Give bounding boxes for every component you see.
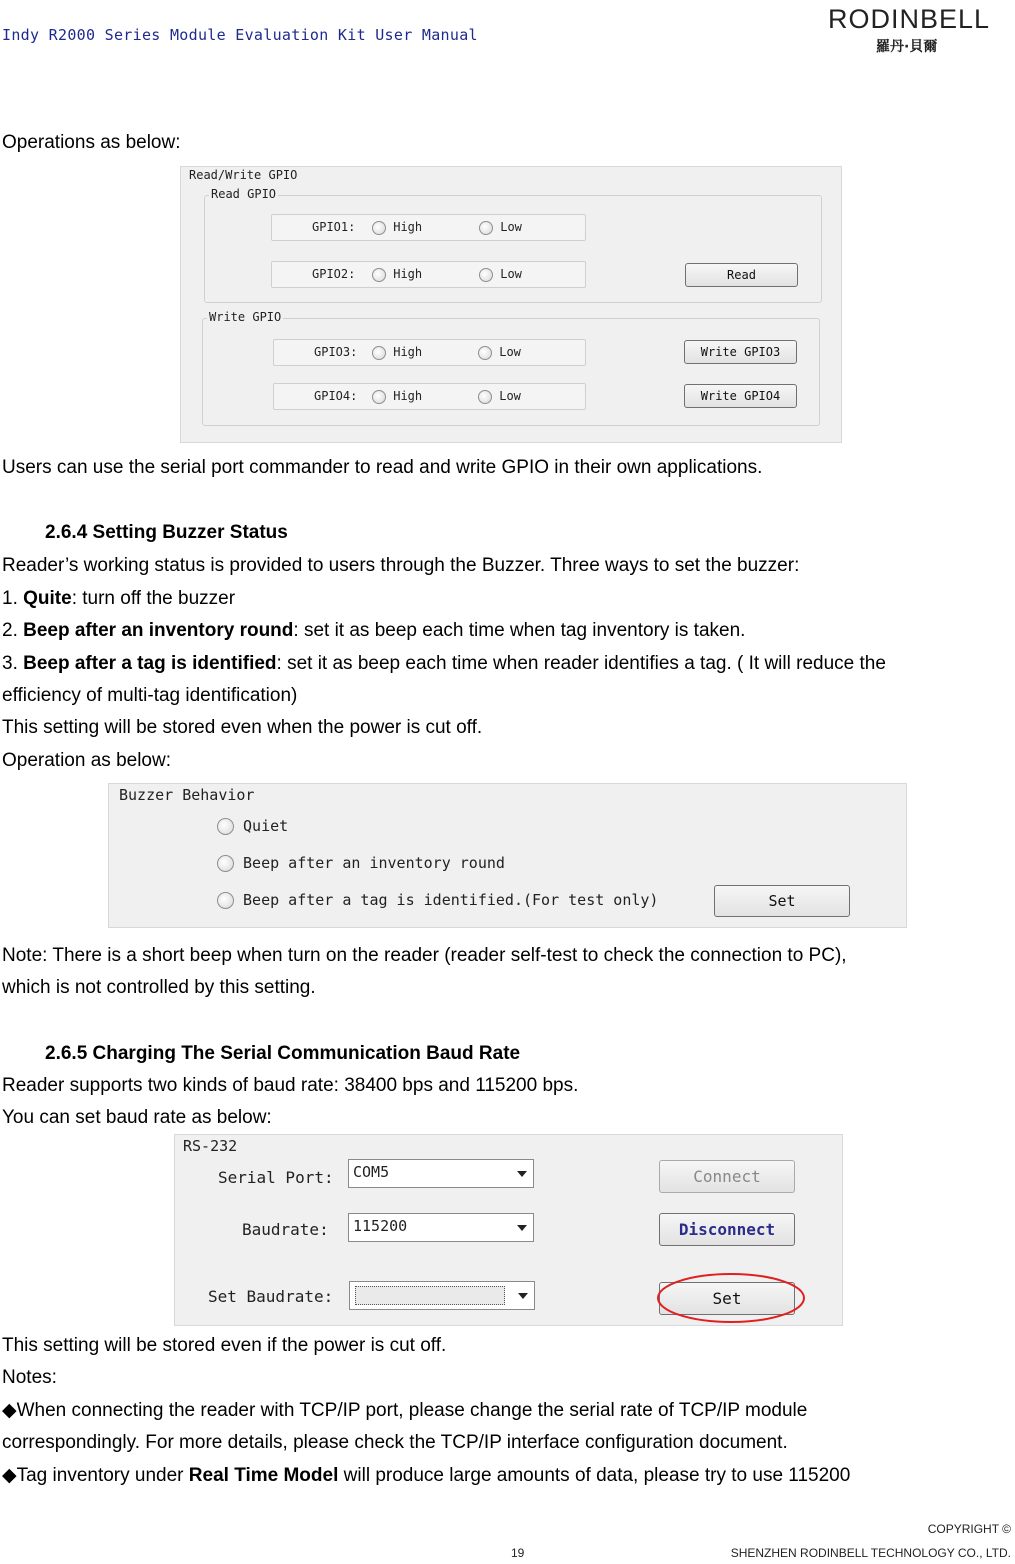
- baudrate-label: Baudrate:: [242, 1220, 329, 1239]
- baud-op-intro: You can set baud rate as below:: [2, 1107, 272, 1128]
- gpio3-row: [273, 339, 586, 366]
- gpio4-low-option[interactable]: [478, 389, 521, 404]
- footer-company: SHENZHEN RODINBELL TECHNOLOGY CO., LTD.: [730, 1546, 1011, 1560]
- note-tag-pre: ◆Tag inventory under: [2, 1465, 189, 1486]
- gpio-panel-title: Read/Write GPIO: [189, 168, 298, 182]
- footer-page-number: 19: [511, 1546, 525, 1560]
- connect-button[interactable]: Connect: [659, 1160, 795, 1193]
- radio-icon[interactable]: [217, 892, 234, 909]
- serial-port-select[interactable]: [348, 1159, 534, 1188]
- notes-label: Notes:: [2, 1367, 57, 1388]
- note-tcp-line-2: correspondingly. For more details, please check the TCP/IP interface configuration document.: [2, 1432, 788, 1453]
- set-baudrate-value: [355, 1286, 505, 1305]
- tag-label: Beep after a tag is identified.(For test only): [243, 891, 659, 909]
- gpio3-low-option[interactable]: [478, 345, 521, 360]
- note-line-1: Note: There is a short beep when turn on the reader (reader self-test to check the connection to PC),: [2, 945, 847, 966]
- note-tag-line: [2, 1465, 850, 1487]
- radio-icon[interactable]: [479, 221, 493, 235]
- serial-port-value: COM5: [353, 1163, 390, 1181]
- chevron-down-icon[interactable]: [518, 1293, 528, 1299]
- item-term: Beep after a tag is identified: [23, 653, 277, 674]
- buzzer-panel-title: Buzzer Behavior: [119, 786, 255, 804]
- gpio1-low-option[interactable]: [479, 220, 522, 235]
- gpio1-high-option[interactable]: [372, 220, 422, 235]
- rs232-panel-title: RS-232: [183, 1137, 238, 1155]
- radio-icon[interactable]: [372, 221, 386, 235]
- gpio-description: Users can use the serial port commander to read and write GPIO in their own applications.: [2, 457, 763, 478]
- buzzer-item-1: [2, 588, 235, 610]
- gpio2-row: [271, 261, 586, 288]
- gpio2-high-label: High: [393, 267, 423, 281]
- baud-stored-note: This setting will be stored even if the power is cut off.: [2, 1335, 447, 1356]
- gpio4-label: GPIO4:: [314, 389, 358, 403]
- company-logo: [828, 4, 1008, 56]
- highlight-ellipse: [658, 1274, 804, 1322]
- item-text: : turn off the buzzer: [71, 588, 236, 609]
- buzzer-tag-option[interactable]: [217, 891, 658, 909]
- item-number: 3.: [2, 653, 24, 674]
- item-number: 2.: [2, 620, 24, 641]
- gpio4-high-option[interactable]: [372, 389, 422, 404]
- gpio2-label: GPIO2:: [312, 267, 356, 281]
- gpio1-low-label: Low: [500, 220, 522, 234]
- gpio2-low-label: Low: [500, 267, 522, 281]
- radio-icon[interactable]: [478, 390, 492, 404]
- radio-icon[interactable]: [217, 818, 234, 835]
- write-gpio-group: [202, 310, 820, 426]
- ops-intro: Operations as below:: [2, 132, 181, 153]
- gpio3-low-label: Low: [499, 345, 521, 359]
- item-text: : set it as beep each time when tag inventory is taken.: [293, 620, 746, 641]
- write-gpio4-button[interactable]: Write GPIO4: [684, 384, 797, 408]
- gpio4-low-label: Low: [499, 389, 521, 403]
- radio-icon[interactable]: [372, 346, 386, 360]
- rs232-set-button[interactable]: Set: [659, 1282, 795, 1315]
- buzzer-quiet-option[interactable]: [217, 817, 288, 835]
- baudrate-select[interactable]: [348, 1213, 534, 1242]
- write-gpio3-button[interactable]: Write GPIO3: [684, 340, 797, 364]
- radio-icon[interactable]: [479, 268, 493, 282]
- note-tcp-line-1: ◆When connecting the reader with TCP/IP port, please change the serial rate of TCP/IP module: [2, 1400, 808, 1421]
- logo-chinese: 羅丹·貝爾: [876, 39, 938, 55]
- highlight-circle: [653, 1271, 809, 1325]
- baud-intro: Reader supports two kinds of baud rate: 38400 bps and 115200 bps.: [2, 1075, 579, 1096]
- gpio4-row: [273, 383, 586, 410]
- buzzer-op-intro: Operation as below:: [2, 750, 171, 771]
- buzzer-item-3-continued: efficiency of multi-tag identification): [2, 685, 298, 706]
- gpio3-high-label: High: [393, 345, 423, 359]
- gpio4-high-label: High: [393, 389, 423, 403]
- buzzer-section-heading: 2.6.4 Setting Buzzer Status: [45, 522, 288, 543]
- gpio3-label: GPIO3:: [314, 345, 358, 359]
- item-text: : set it as beep each time when reader identifies a tag. ( It will reduce the: [276, 653, 886, 674]
- rs232-screenshot: [174, 1134, 843, 1326]
- read-gpio-group: [204, 187, 822, 303]
- item-number: 1.: [2, 588, 24, 609]
- serial-port-label: Serial Port:: [218, 1168, 334, 1187]
- radio-icon[interactable]: [217, 855, 234, 872]
- buzzer-item-3: [2, 653, 886, 675]
- set-baudrate-select[interactable]: [349, 1281, 535, 1310]
- chevron-down-icon[interactable]: [517, 1225, 527, 1231]
- read-button[interactable]: Read: [685, 263, 798, 287]
- gpio2-high-option[interactable]: [372, 267, 422, 282]
- set-baudrate-label: Set Baudrate:: [208, 1287, 334, 1306]
- item-term: Beep after an inventory round: [23, 620, 294, 641]
- gpio1-label: GPIO1:: [312, 220, 356, 234]
- buzzer-round-option[interactable]: [217, 854, 505, 872]
- radio-icon[interactable]: [372, 268, 386, 282]
- gpio3-high-option[interactable]: [372, 345, 422, 360]
- note-tag-post: will produce large amounts of data, please try to use 115200: [338, 1465, 851, 1486]
- buzzer-intro: Reader’s working status is provided to users through the Buzzer. Three ways to set the buzzer:: [2, 555, 800, 576]
- chevron-down-icon[interactable]: [517, 1171, 527, 1177]
- logo-wordmark: RODINBELL: [828, 4, 991, 34]
- buzzer-item-2: [2, 620, 745, 642]
- buzzer-screenshot: [108, 783, 907, 928]
- gpio1-row: [271, 214, 586, 241]
- baud-section-heading: 2.6.5 Charging The Serial Communication Baud Rate: [45, 1043, 521, 1064]
- note-tag-term: Real Time Model: [188, 1465, 339, 1486]
- note-line-2: which is not controlled by this setting.: [2, 977, 316, 998]
- write-gpio-label: Write GPIO: [209, 310, 282, 324]
- read-gpio-label: Read GPIO: [211, 187, 277, 201]
- quiet-label: Quiet: [243, 817, 289, 835]
- document-title: Indy R2000 Series Module Evaluation Kit User Manual: [2, 26, 478, 44]
- buzzer-stored-note: This setting will be stored even when the power is cut off.: [2, 717, 483, 738]
- gpio2-low-option[interactable]: [479, 267, 522, 282]
- radio-icon[interactable]: [372, 390, 386, 404]
- disconnect-button[interactable]: Disconnect: [659, 1213, 795, 1246]
- baudrate-value: 115200: [353, 1217, 408, 1235]
- radio-icon[interactable]: [478, 346, 492, 360]
- gpio1-high-label: High: [393, 220, 423, 234]
- gpio-screenshot: [180, 166, 842, 443]
- footer-copyright: COPYRIGHT ©: [927, 1522, 1011, 1536]
- buzzer-set-button[interactable]: Set: [714, 885, 850, 917]
- round-label: Beep after an inventory round: [243, 854, 505, 872]
- item-term: Quite: [23, 588, 72, 609]
